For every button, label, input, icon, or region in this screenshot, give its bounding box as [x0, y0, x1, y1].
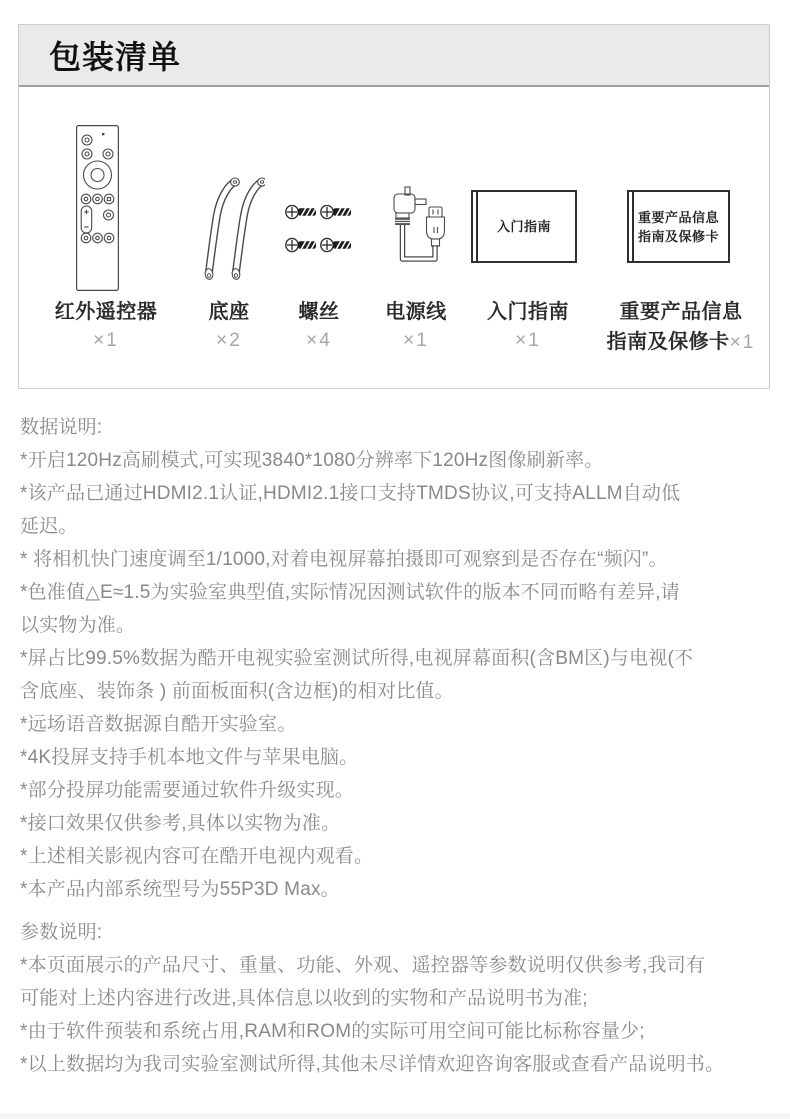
note-line: *由于软件预装和系统占用,RAM和ROM的实际可用空间可能比标称容量少; [20, 1021, 645, 1042]
note-line: *部分投屏功能需要通过软件升级实现。 [20, 780, 354, 801]
item-label-warranty [571, 297, 790, 358]
item-name: 入门指南 [487, 301, 569, 323]
note-line: *开启120Hz高刷模式,可实现3840*1080分辨率下120Hz图像刷新率。 [20, 450, 604, 471]
note-line: *上述相关影视内容可在酷开电视内观看。 [20, 846, 374, 867]
item-name: 红外遥控器 [54, 301, 158, 323]
item-name: 电源线 [385, 301, 447, 323]
note-line: *屏占比99.5%数据为酷开电视实验室测试所得,电视屏幕面积(含BM区)与电视(不 [20, 648, 694, 669]
note-line: 可能对上述内容进行改进,具体信息以收到的实物和产品说明书为准; [20, 988, 588, 1009]
item-count: ×1 [403, 330, 429, 351]
item-count: ×1 [729, 332, 756, 353]
note-line: *该产品已通过HDMI2.1认证,HDMI2.1接口支持TMDS协议,可支持ALLM自动低 [20, 483, 681, 504]
power-cable-icon [385, 183, 449, 275]
item-count: ×1 [515, 330, 541, 351]
data-notes-lines [20, 444, 772, 906]
item-name-line1: 重要产品信息 [619, 301, 743, 323]
note-line: 含底座、装饰条 ) 前面板面积(含边框)的相对比值。 [20, 681, 454, 702]
note-line: *远场语音数据源自酷开实验室。 [20, 714, 297, 735]
param-notes-title: 参数说明: [20, 922, 103, 943]
packing-list-header [19, 25, 769, 87]
note-line: *以上数据均为我司实验室测试所得,其他未尽详情欢迎咨询客服或查看产品说明书。 [20, 1054, 725, 1075]
guide-booklet-icon [471, 190, 577, 263]
warranty-booklet-icon [627, 190, 730, 263]
note-line: *色准值△E≈1.5为实验室典型值,实际情况因测试软件的版本不同而略有差异,请 [20, 582, 680, 603]
note-line: *本页面展示的产品尺寸、重量、功能、外观、遥控器等参数说明仅供参考,我司有 [20, 955, 706, 976]
note-line: * 将相机快门速度调至1/1000,对着电视屏幕拍摄即可观察到是否存在“频闪”。 [20, 549, 668, 570]
screws-icon [285, 205, 351, 253]
packing-list-title: 包装清单 [49, 39, 182, 75]
footer-divider-bar [0, 1113, 790, 1119]
note-line: 延迟。 [20, 516, 78, 537]
notes-section [20, 411, 772, 1081]
note-line: 以实物为准。 [20, 615, 136, 636]
item-count: ×2 [216, 330, 242, 351]
guide-booklet-text: 入门指南 [496, 219, 551, 234]
item-name-line2: 指南及保修卡×1 [606, 331, 756, 353]
item-name: 底座 [208, 301, 250, 323]
item-count: ×1 [93, 330, 119, 351]
data-notes-block [20, 411, 772, 906]
note-line: *接口效果仅供参考,具体以实物为准。 [20, 813, 341, 834]
data-notes-title: 数据说明: [20, 417, 103, 438]
note-line: *4K投屏支持手机本地文件与苹果电脑。 [20, 747, 359, 768]
packing-list-box [18, 24, 770, 389]
stand-legs-icon [195, 171, 265, 289]
param-notes-lines [20, 949, 772, 1081]
item-count: ×4 [306, 330, 332, 351]
warranty-booklet-text-line2: 指南及保修卡 [637, 228, 719, 244]
remote-control-icon [76, 125, 119, 291]
warranty-booklet-text-line1: 重要产品信息 [637, 209, 719, 225]
note-line: *本产品内部系统型号为55P3D Max。 [20, 879, 340, 900]
param-notes-block [20, 916, 772, 1081]
item-name: 螺丝 [298, 301, 340, 323]
